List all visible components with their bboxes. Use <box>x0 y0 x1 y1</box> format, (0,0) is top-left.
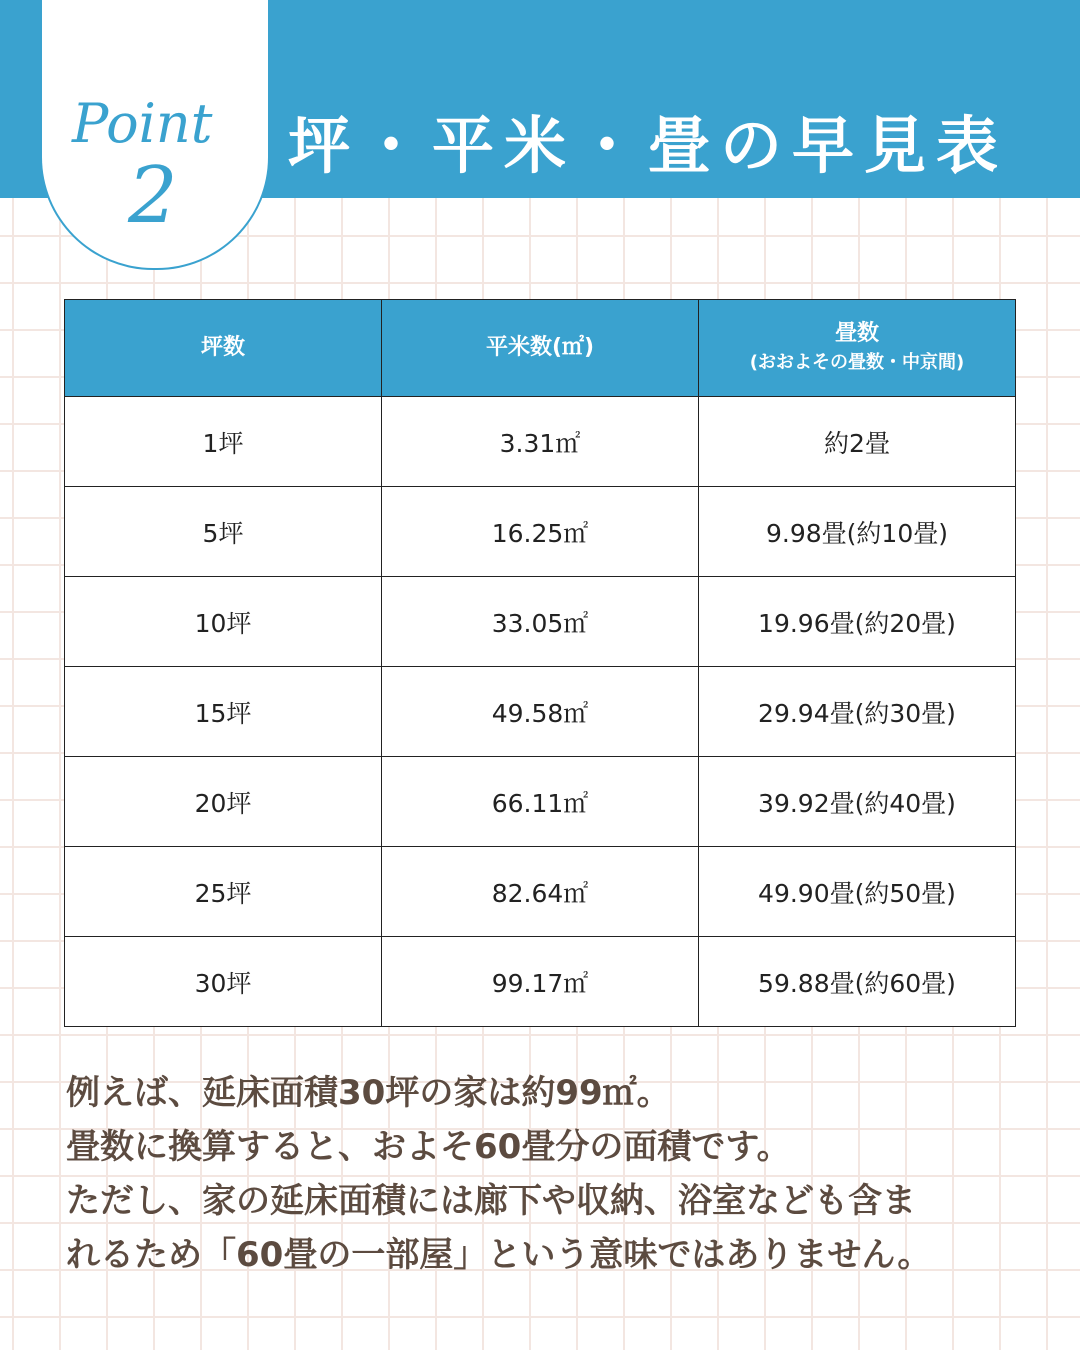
header-label: 平米数(㎡) <box>485 335 595 360</box>
table-cell: 30坪 <box>65 937 382 1027</box>
table-row <box>65 397 1016 487</box>
column-header-tsubo <box>65 300 382 397</box>
table-row <box>65 847 1016 937</box>
table-cell: 5坪 <box>65 487 382 577</box>
table-cell: 39.92畳(約40畳) <box>699 757 1016 847</box>
table-row <box>65 937 1016 1027</box>
table-cell: 25坪 <box>65 847 382 937</box>
table-cell: 16.25㎡ <box>382 487 699 577</box>
table-cell: 15坪 <box>65 667 382 757</box>
table-cell: 9.98畳(約10畳) <box>699 487 1016 577</box>
table-cell: 99.17㎡ <box>382 937 699 1027</box>
table-row <box>65 487 1016 577</box>
conversion-table <box>64 299 1016 1027</box>
header-sublabel: (おおよその畳数・中京間) <box>749 352 965 373</box>
table-cell: 10坪 <box>65 577 382 667</box>
note-line: 畳数に換算すると、およそ60畳分の面積です。 <box>66 1127 791 1167</box>
table-cell: 約2畳 <box>699 397 1016 487</box>
note-line: れるため「60畳の一部屋」という意味ではありません。 <box>66 1235 932 1275</box>
table-cell: 19.96畳(約20畳) <box>699 577 1016 667</box>
note-line: 例えば、延床面積30坪の家は約99㎡。 <box>66 1073 671 1113</box>
note-line: ただし、家の延床面積には廊下や収納、浴室なども含ま <box>66 1181 916 1221</box>
header-label: 畳数 <box>834 321 879 346</box>
table-cell: 66.11㎡ <box>382 757 699 847</box>
table-row <box>65 577 1016 667</box>
table-cell: 20坪 <box>65 757 382 847</box>
table-header-row <box>65 300 1016 397</box>
table-cell: 49.58㎡ <box>382 667 699 757</box>
point-badge <box>40 0 270 270</box>
header-label: 坪数 <box>200 335 245 360</box>
table-cell: 82.64㎡ <box>382 847 699 937</box>
column-header-tatami <box>699 300 1016 397</box>
table-cell: 33.05㎡ <box>382 577 699 667</box>
table-row <box>65 667 1016 757</box>
table-row <box>65 757 1016 847</box>
table-cell: 3.31㎡ <box>382 397 699 487</box>
table-cell: 49.90畳(約50畳) <box>699 847 1016 937</box>
table <box>64 299 1016 1027</box>
badge-script-text: Point <box>72 92 213 155</box>
table-cell: 29.94畳(約30畳) <box>699 667 1016 757</box>
page-title: 坪・平米・畳の早見表 <box>288 109 1009 182</box>
badge-number: 2 <box>128 151 178 241</box>
table-cell: 1坪 <box>65 397 382 487</box>
explanation-note <box>66 1066 1026 1282</box>
column-header-square-meters <box>382 300 699 397</box>
table-cell: 59.88畳(約60畳) <box>699 937 1016 1027</box>
